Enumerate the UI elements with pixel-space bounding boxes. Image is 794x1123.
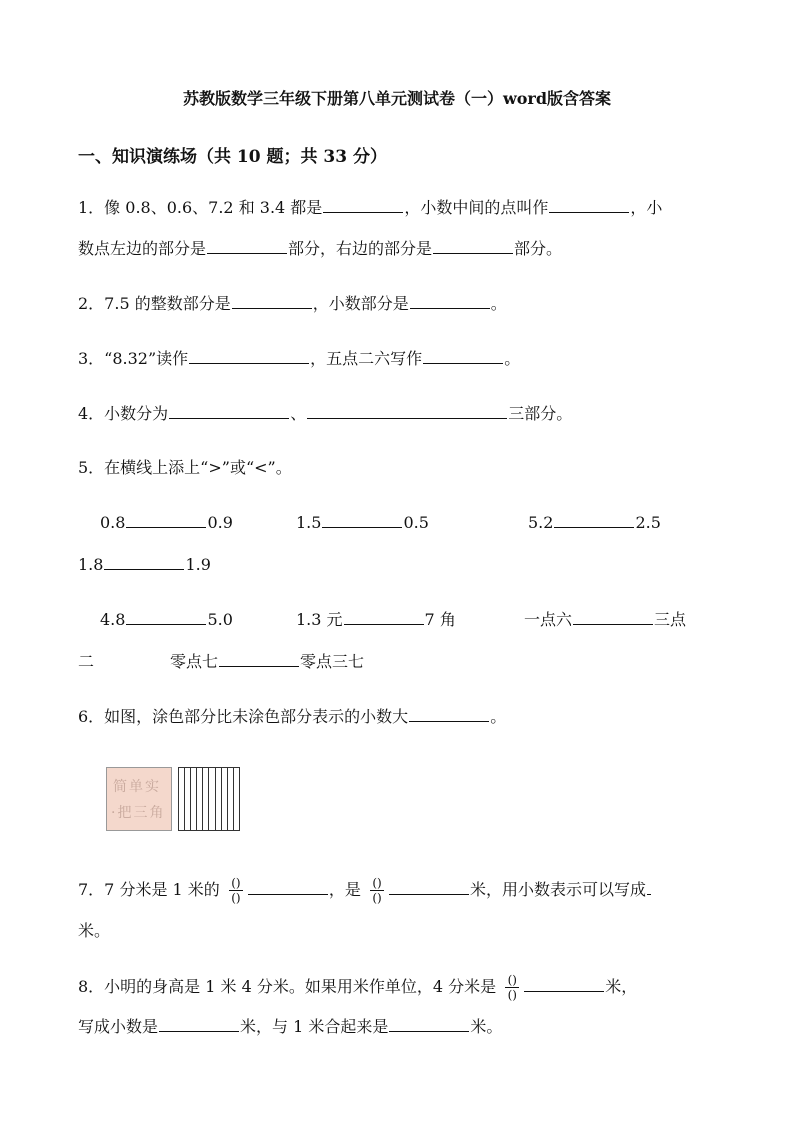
answer-blank[interactable] [389, 1017, 469, 1032]
compare-item: 零点七 零点三七 [170, 652, 365, 671]
question-7-line-1: 7．7 分米是 1 米的 $\frac{()}{()}$ ，是 $\frac{()}{()}$ 米，用小数表示可以写成 [78, 877, 728, 904]
answer-blank[interactable] [524, 977, 604, 992]
answer-blank[interactable] [554, 513, 634, 528]
answer-blank[interactable] [169, 404, 289, 419]
answer-blank[interactable] [389, 880, 469, 895]
compare-item: 0.8 0.9 [100, 513, 233, 532]
answer-blank[interactable] [410, 294, 490, 309]
compare-item: 1.3 元 7 角 [296, 610, 456, 629]
answer-blank[interactable] [433, 239, 513, 254]
answer-blank[interactable] [104, 555, 184, 570]
compare-item-wrap: 二 [78, 652, 95, 671]
answer-blank[interactable] [248, 880, 328, 895]
question-7-line-2: 米。 [78, 921, 111, 940]
question-2: 2．7.5 的整数部分是 ，小数部分是 。 [78, 294, 507, 313]
answer-blank[interactable] [126, 513, 206, 528]
question-6: 6．如图，涂色部分比未涂色部分表示的小数大 。 [78, 707, 507, 726]
striped-square-figure [178, 767, 240, 831]
compare-item: 一点六 三点 [524, 610, 687, 629]
answer-blank[interactable] [126, 610, 206, 625]
answer-blank[interactable] [409, 707, 489, 722]
question-1-line-2: 数点左边的部分是 部分，右边的部分是 部分。 [78, 239, 563, 258]
question-1-line-1: 1．像 0.8、0.6、7.2 和 3.4 都是 ，小数中间的点叫作 ，小 [78, 198, 663, 217]
question-5: 5．在横线上添上“>”或“<”。 [78, 458, 292, 477]
answer-blank[interactable] [307, 404, 507, 419]
answer-blank[interactable] [323, 198, 403, 213]
answer-blank[interactable] [322, 513, 402, 528]
answer-blank[interactable] [232, 294, 312, 309]
answer-blank[interactable] [219, 652, 299, 667]
shaded-square-figure: 简单实 ·把三角 [106, 767, 172, 831]
answer-blank[interactable] [344, 610, 424, 625]
question-3: 3．“8.32”读作 ，五点二六写作 。 [78, 349, 521, 368]
answer-blank[interactable] [647, 880, 651, 895]
compare-item: 5.2 2.5 [528, 513, 661, 532]
answer-blank[interactable] [159, 1017, 239, 1032]
answer-blank[interactable] [207, 239, 287, 254]
compare-item: 1.8 1.9 [78, 555, 211, 574]
compare-item: 4.8 5.0 [100, 610, 233, 629]
compare-item: 1.5 0.5 [296, 513, 429, 532]
answer-blank[interactable] [549, 198, 629, 213]
question-8-line-2: 写成小数是 米，与 1 米合起来是 米。 [78, 1017, 503, 1036]
question-8-line-1: 8．小明的身高是 1 米 4 分米。如果用米作单位，4 分米是 $\frac{()}{()}$ 米， [78, 973, 638, 1002]
fraction-placeholder[interactable]: $\frac{()}{()}$ [370, 877, 384, 904]
answer-blank[interactable] [573, 610, 653, 625]
answer-blank[interactable] [423, 349, 503, 364]
section-heading: 一、知识演练场（共 10 题；共 33 分） [78, 147, 387, 167]
fraction-placeholder[interactable]: $\frac{()}{()}$ [505, 974, 519, 1001]
document-title: 苏教版数学三年级下册第八单元测试卷（一）word版含答案 [182, 89, 612, 108]
question-4: 4．小数分为 、 三部分。 [78, 404, 573, 423]
answer-blank[interactable] [189, 349, 309, 364]
fraction-placeholder[interactable]: $\frac{()}{()}$ [229, 877, 243, 904]
